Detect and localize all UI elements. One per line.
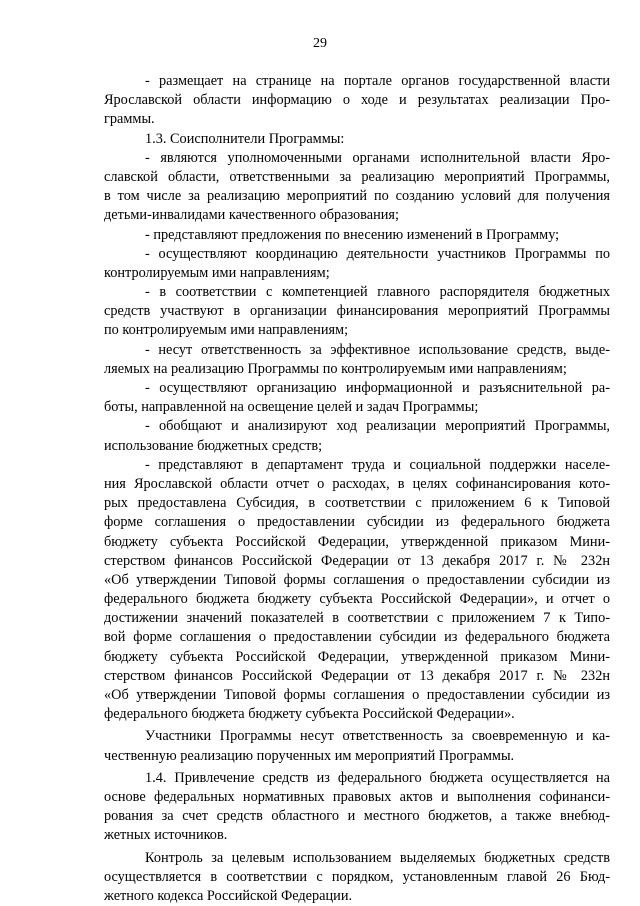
text-line: - осуществляют организацию информационной и разъяснительной ра- <box>104 379 610 398</box>
text-line: стерством финансов Российской Федерации от 13 декабря 2017 г. № 232н <box>104 552 610 571</box>
text-line: - осуществляют координацию деятельности участников Программы по <box>104 245 610 264</box>
text-line: - размещает на странице на портале органов государственной власти <box>104 72 610 91</box>
text-line: по контролируемым ими направлениям; <box>104 321 610 340</box>
text-line: бюджету субъекта Российской Федерации, утвержденной приказом Мини- <box>104 648 610 667</box>
text-line: «Об утверждении Типовой формы соглашения о предоставлении субсидии из <box>104 571 610 590</box>
paragraph <box>104 149 610 226</box>
paragraph <box>104 72 610 130</box>
paragraph <box>104 245 610 283</box>
paragraph <box>104 417 610 455</box>
text-line: ния Ярославской области отчет о расходах, в целях софинансирования кото- <box>104 475 610 494</box>
text-line: 1.3. Соисполнители Программы: <box>104 130 610 149</box>
paragraph <box>104 849 610 906</box>
text-line: 1.4. Привлечение средств из федерального бюджета осуществляется на <box>104 769 610 788</box>
text-line: - несут ответственность за эффективное использование средств, выде- <box>104 341 610 360</box>
text-line: Ярославской области информацию о ходе и результатах реализации Про- <box>104 91 610 110</box>
paragraph <box>104 456 610 725</box>
paragraph <box>104 727 610 765</box>
text-line: основе федеральных нормативных правовых актов и выполнения софинанси- <box>104 788 610 807</box>
text-line: «Об утверждении Типовой формы соглашения о предоставлении субсидии из <box>104 686 610 705</box>
text-line: средств участвуют в организации финансирования мероприятий Программы <box>104 302 610 321</box>
text-line: - представляют в департамент труда и социальной поддержки населе- <box>104 456 610 475</box>
paragraph <box>104 379 610 417</box>
text-line: детьми-инвалидами качественного образования; <box>104 206 610 225</box>
text-line: Участники Программы несут ответственность за своевременную и ка- <box>104 727 610 746</box>
text-line: рования за счет средств областного и местного бюджетов, а также внебюд- <box>104 807 610 826</box>
text-line: бюджету субъекта Российской Федерации, утвержденной приказом Мини- <box>104 533 610 552</box>
text-line: жетных источников. <box>104 826 610 845</box>
text-line: - обобщают и анализируют ход реализации мероприятий Программы, <box>104 417 610 436</box>
paragraph <box>104 769 610 846</box>
paragraph <box>104 283 610 341</box>
text-line: ляемых на реализацию Программы по контролируемым ими направлениям; <box>104 360 610 379</box>
text-line: осуществляется в соответствии с порядком, установленным главой 26 Бюд- <box>104 868 610 887</box>
text-line: - являются уполномоченными органами исполнительной власти Яро- <box>104 149 610 168</box>
text-line: стерством финансов Российской Федерации от 13 декабря 2017 г. № 232н <box>104 667 610 686</box>
text-line: - в соответствии с компетенцией главного распорядителя бюджетных <box>104 283 610 302</box>
document-body <box>104 72 610 906</box>
text-line: - представляют предложения по внесению изменений в Программу; <box>104 226 610 245</box>
text-line: Контроль за целевым использованием выделяемых бюджетных средств <box>104 849 610 868</box>
text-line: достижении значений показателей в соответствии с приложением 7 к Типо- <box>104 609 610 628</box>
text-line: использование бюджетных средств; <box>104 437 610 456</box>
text-line: форме соглашения о предоставлении субсидии из федерального бюджета <box>104 513 610 532</box>
text-line: чественную реализацию порученных им мероприятий Программы. <box>104 747 610 766</box>
text-line: граммы. <box>104 110 610 129</box>
text-line: боты, направленной на освещение целей и задач Программы; <box>104 398 610 417</box>
text-line: рых предоставлена Субсидия, в соответствии с приложением 6 к Типовой <box>104 494 610 513</box>
paragraph <box>104 130 610 149</box>
text-line: контролируемым ими направлениям; <box>104 264 610 283</box>
text-line: федерального бюджета бюджету субъекта Российской Федерации», и отчет о <box>104 590 610 609</box>
text-line: вой форме соглашения о предоставлении субсидии из федерального бюджета <box>104 628 610 647</box>
page-number: 29 <box>0 35 640 53</box>
paragraph <box>104 341 610 379</box>
text-line: жетного кодекса Российской Федерации. <box>104 887 610 906</box>
text-line: в том числе за реализацию мероприятий по созданию условий для получения <box>104 187 610 206</box>
text-line: славской области, ответственными за реализацию мероприятий Программы, <box>104 168 610 187</box>
paragraph <box>104 226 610 245</box>
text-line: федерального бюджета бюджету субъекта Российской Федерации». <box>104 705 610 724</box>
